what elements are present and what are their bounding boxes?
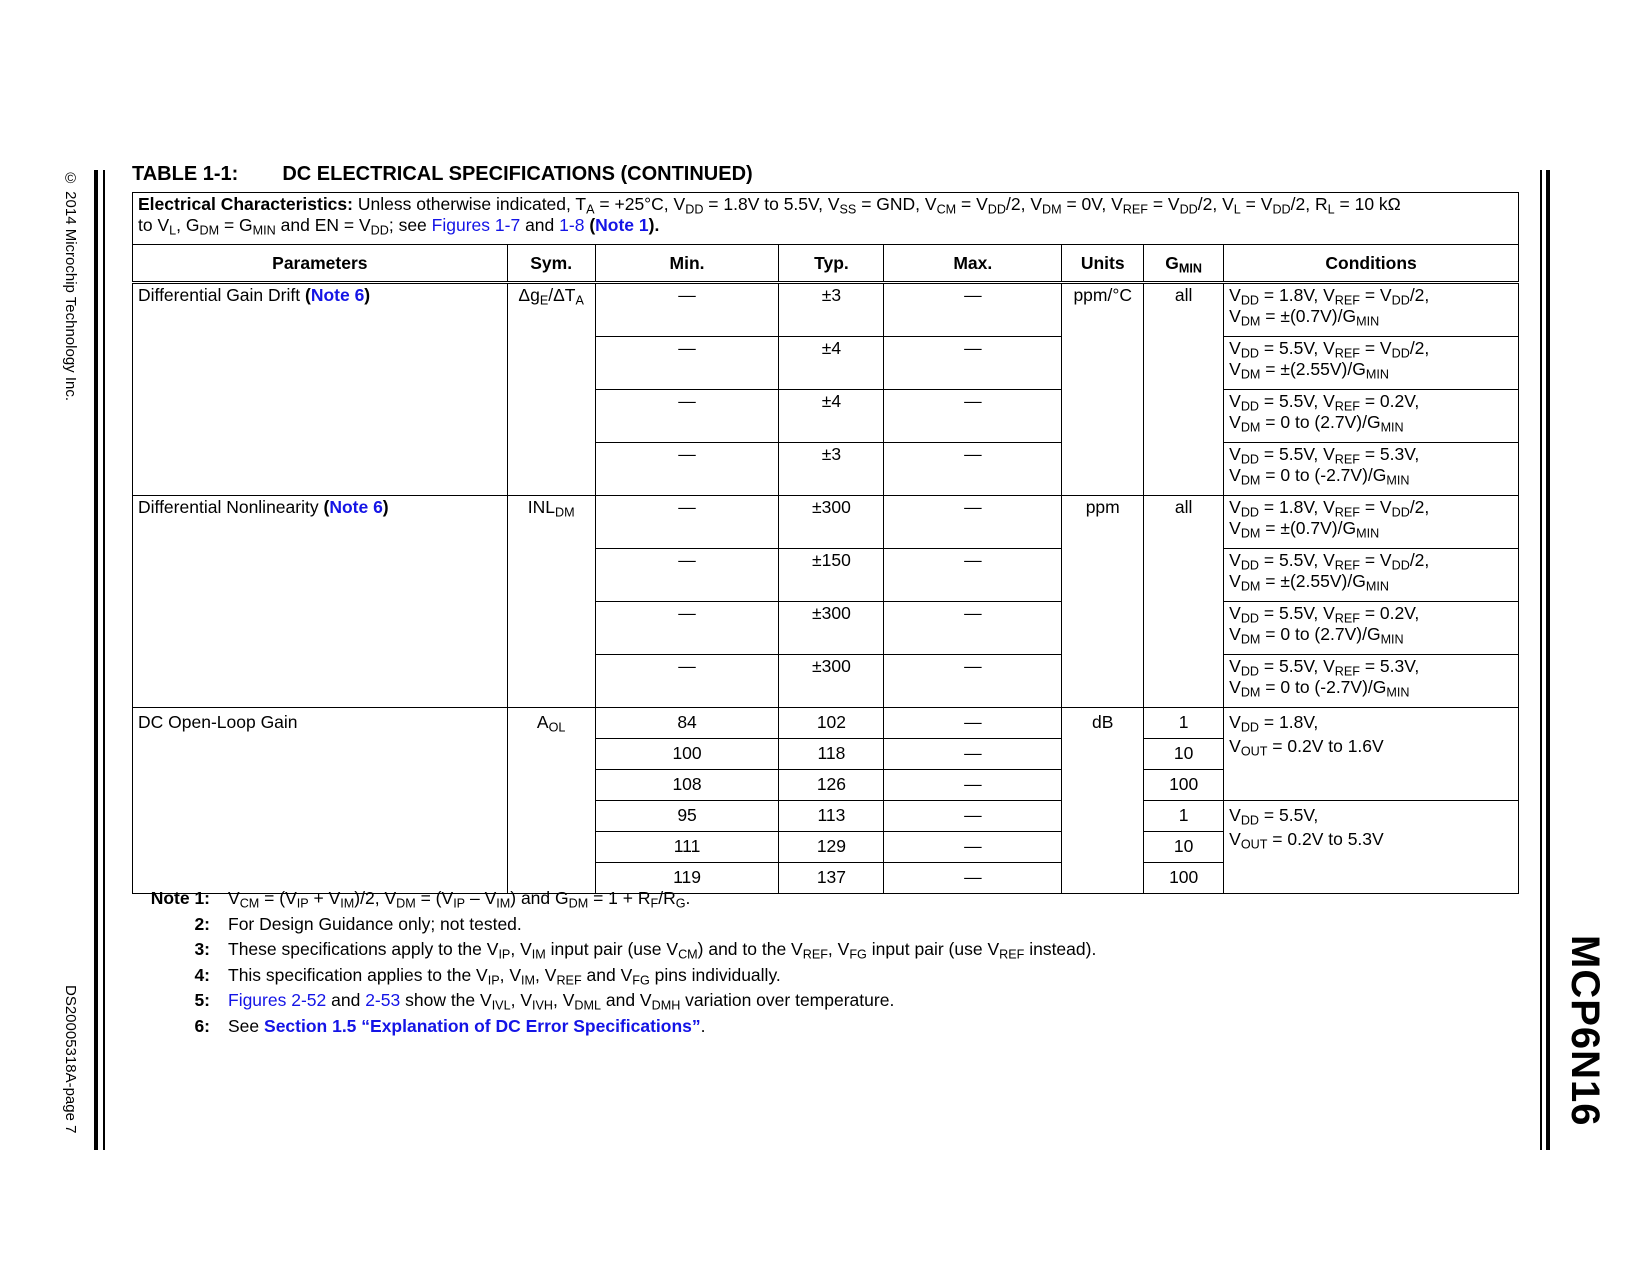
min-value: — <box>595 655 779 708</box>
min-value: 111 <box>595 832 779 863</box>
typ-value: 126 <box>779 770 884 801</box>
condition-cell: $V_{DD} = 5.5V$, $V_{OUT} = 0.2V$ to 5.3V <box>1224 801 1519 894</box>
max-value: — <box>884 390 1062 443</box>
min-value: — <box>595 337 779 390</box>
typ-value: ±300 <box>779 602 884 655</box>
typ-value: 118 <box>779 739 884 770</box>
condition-cell: $V_{DD} = 5.5V$, $V_{REF} = 5.3V$, $V_{DM} = 0$ to $(-2.7V)/G_{MIN}$ <box>1224 655 1519 708</box>
electrical-characteristics: Electrical Characteristics: Unless otherwise indicated, $T_A = +25^\circ C$, $V_{DD} = 1.8V$ to 5.5V, $V_{SS}$ = GND, $V_{CM} = V_{DD}/2$, $V_{DM} = 0V$, $V_{REF} = V_{DD}/2$, $V_L = V_{DD}/2$, $R_L = 10$ kΩ to $V_L$, $G_{DM} = G_{MIN}$ and EN = $V_{DD}$; see Figures 1-7 and 1-8 (Note 1). <box>133 193 1519 245</box>
left-rule-thin <box>103 170 105 1150</box>
right-rule-thick <box>1546 170 1550 1150</box>
gmin-value: 10 <box>1144 739 1224 770</box>
gmin-value: 100 <box>1144 770 1224 801</box>
header-conditions: Conditions <box>1224 245 1519 283</box>
condition-cell: $V_{DD} = 5.5V$, $V_{REF} = V_{DD}/2$, $V_{DM} = \pm(2.55V)/G_{MIN}$ <box>1224 337 1519 390</box>
units-gain-drift: ppm/°C <box>1062 283 1144 496</box>
typ-value: ±300 <box>779 655 884 708</box>
min-value: — <box>595 443 779 496</box>
max-value: — <box>884 496 1062 549</box>
link-section-1-5[interactable]: Section 1.5 “Explanation of DC Error Specifications” <box>264 1015 701 1036</box>
typ-value: ±150 <box>779 549 884 602</box>
spec-table <box>132 192 1519 894</box>
min-value: 95 <box>595 801 779 832</box>
table-row <box>133 708 1519 739</box>
gmin-nonlinearity: all <box>1144 496 1224 708</box>
part-number: MCP6N16 <box>1563 935 1607 1127</box>
typ-value: 129 <box>779 832 884 863</box>
max-value: — <box>884 443 1062 496</box>
param-gain-drift: Differential Gain Drift (Note 6) <box>133 283 508 496</box>
max-value: — <box>884 283 1062 337</box>
link-note-6[interactable]: Note 6 <box>329 497 383 517</box>
header-parameters: Parameters <box>133 245 508 283</box>
table-row <box>133 496 1519 549</box>
condition-cell: $V_{DD} = 1.8V$, $V_{OUT} = 0.2V$ to 1.6V <box>1224 708 1519 801</box>
typ-value: ±3 <box>779 283 884 337</box>
sym-open-loop-gain: $A_{OL}$ <box>507 708 595 894</box>
max-value: — <box>884 549 1062 602</box>
condition-cell: $V_{DD} = 1.8V$, $V_{REF} = V_{DD}/2$, $V_{DM} = \pm(0.7V)/G_{MIN}$ <box>1224 496 1519 549</box>
sym-nonlinearity: $INL_{DM}$ <box>507 496 595 708</box>
max-value: — <box>884 655 1062 708</box>
min-value: — <box>595 549 779 602</box>
condition-cell: $V_{DD} = 1.8V$, $V_{REF} = V_{DD}/2$, $V_{DM} = \pm(0.7V)/G_{MIN}$ <box>1224 283 1519 337</box>
typ-value: 102 <box>779 708 884 739</box>
min-value: 84 <box>595 708 779 739</box>
min-value: — <box>595 602 779 655</box>
link-figure-1-7[interactable]: Figures 1-7 <box>431 215 521 235</box>
units-nonlinearity: ppm <box>1062 496 1144 708</box>
condition-cell: $V_{DD} = 5.5V$, $V_{REF} = V_{DD}/2$, $V_{DM} = \pm(2.55V)/G_{MIN}$ <box>1224 549 1519 602</box>
link-figure-2-53[interactable]: 2-53 <box>365 990 401 1010</box>
link-note-1[interactable]: Note 1 <box>595 215 649 235</box>
header-sym: Sym. <box>507 245 595 283</box>
link-figure-2-52[interactable]: Figures 2-52 <box>228 990 327 1010</box>
max-value: — <box>884 832 1062 863</box>
typ-value: 113 <box>779 801 884 832</box>
right-rule-thin <box>1540 170 1542 1150</box>
condition-cell: $V_{DD} = 5.5V$, $V_{REF} = 0.2V$, $V_{DM} = 0$ to $(2.7V)/G_{MIN}$ <box>1224 390 1519 443</box>
gmin-value: 1 <box>1144 708 1224 739</box>
max-value: — <box>884 770 1062 801</box>
max-value: — <box>884 863 1062 894</box>
condition-cell: $V_{DD} = 5.5V$, $V_{REF} = 0.2V$, $V_{DM} = 0$ to $(2.7V)/G_{MIN}$ <box>1224 602 1519 655</box>
copyright-text: © 2014 Microchip Technology Inc. <box>62 170 79 402</box>
param-nonlinearity: Differential Nonlinearity (Note 6) <box>133 496 508 708</box>
gmin-value: 10 <box>1144 832 1224 863</box>
table-row <box>133 283 1519 337</box>
page-number: DS20005318A-page 7 <box>62 985 79 1134</box>
condition-cell: $V_{DD} = 5.5V$, $V_{REF} = 5.3V$, $V_{DM} = 0$ to $(-2.7V)/G_{MIN}$ <box>1224 443 1519 496</box>
units-open-loop-gain: dB <box>1062 708 1144 894</box>
typ-value: ±4 <box>779 390 884 443</box>
max-value: — <box>884 602 1062 655</box>
sym-gain-drift: $\Delta g_E/\Delta T_A$ <box>507 283 595 496</box>
min-value: — <box>595 283 779 337</box>
table-label: TABLE 1-1: <box>132 163 239 185</box>
left-rule-thick <box>94 170 98 1150</box>
typ-value: 137 <box>779 863 884 894</box>
table-heading: DC ELECTRICAL SPECIFICATIONS (CONTINUED) <box>282 163 753 185</box>
max-value: — <box>884 337 1062 390</box>
header-max: Max. <box>884 245 1062 283</box>
header-gmin: $G_{MIN}$ <box>1144 245 1224 283</box>
electrical-characteristics-row <box>133 193 1519 245</box>
link-figure-1-8[interactable]: 1-8 <box>559 215 585 235</box>
typ-value: ±300 <box>779 496 884 549</box>
param-open-loop-gain: DC Open-Loop Gain <box>133 708 508 894</box>
link-note-6[interactable]: Note 6 <box>310 285 365 305</box>
min-value: 100 <box>595 739 779 770</box>
gmin-value: 1 <box>1144 801 1224 832</box>
min-value: — <box>595 390 779 443</box>
header-min: Min. <box>595 245 779 283</box>
gmin-value: 100 <box>1144 863 1224 894</box>
max-value: — <box>884 801 1062 832</box>
min-value: — <box>595 496 779 549</box>
gmin-gain-drift: all <box>1144 283 1224 496</box>
max-value: — <box>884 739 1062 770</box>
left-margin <box>62 170 84 1150</box>
header-typ: Typ. <box>779 245 884 283</box>
header-row <box>133 245 1519 283</box>
typ-value: ±4 <box>779 337 884 390</box>
min-value: 119 <box>595 863 779 894</box>
header-units: Units <box>1062 245 1144 283</box>
max-value: — <box>884 708 1062 739</box>
min-value: 108 <box>595 770 779 801</box>
table-title <box>132 163 753 186</box>
typ-value: ±3 <box>779 443 884 496</box>
